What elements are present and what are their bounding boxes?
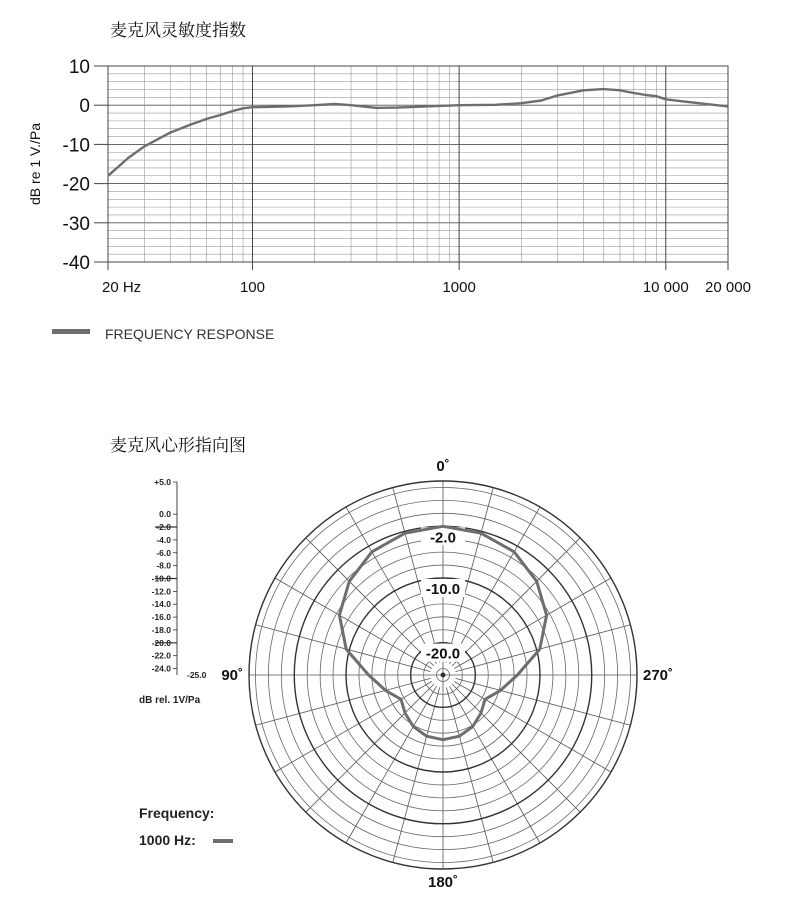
scale-label: -14.0 [151, 599, 171, 610]
scale-label: -18.0 [151, 624, 171, 635]
angle-label-0: 0˚ [436, 458, 450, 475]
angle-label-270: 270˚ [643, 667, 674, 684]
scale-label: -20.0 [151, 637, 171, 648]
frequency-chart-title: 麦克风灵敏度指数 [110, 21, 246, 41]
polar-spoke [449, 686, 540, 843]
scale-label: -12.0 [151, 586, 171, 597]
scale-label: -16.0 [151, 612, 171, 623]
polar-spoke [346, 686, 437, 843]
scale-unit-label: dB rel. 1V/Pa [139, 695, 201, 706]
scale-label: -4.0 [156, 534, 171, 545]
polar-spoke [275, 578, 432, 669]
legend-frequency-label: Frequency: [139, 805, 215, 821]
legend-label: FREQUENCY RESPONSE [105, 326, 275, 342]
scale-label: -24.0 [151, 663, 171, 674]
scale-label: -25.0 [187, 670, 207, 680]
polar-chart-title: 麦克风心形指向图 [110, 436, 246, 456]
polar-spoke [306, 538, 434, 666]
polar-spoke [454, 578, 611, 669]
x-tick-label: 10 000 [642, 279, 689, 296]
polar-spoke [452, 538, 580, 666]
y-axis-label: dB re 1 V./Pa [27, 123, 43, 205]
y-tick-label: -20 [62, 174, 90, 196]
ring-value-label: -20.0 [425, 645, 461, 663]
angle-label-180: 180˚ [427, 874, 459, 891]
polar-spoke [454, 681, 611, 772]
x-tick-label: 20 000 [705, 279, 751, 296]
angle-label-90: 90˚ [221, 667, 243, 684]
scale-label: 0.0 [159, 509, 171, 520]
x-tick-label: 1000 [442, 279, 476, 296]
legend-frequency-value: 1000 Hz: [139, 832, 196, 848]
ring-value-label: -10.0 [425, 581, 461, 598]
scale-label: +5.0 [154, 477, 171, 487]
x-tick-label: 20 Hz [102, 279, 142, 296]
legend-swatch [213, 839, 233, 843]
y-tick-label: -30 [62, 213, 90, 235]
scale-label: -10.0 [151, 573, 171, 584]
polar-spoke [306, 684, 434, 812]
scale-label: -8.0 [156, 560, 171, 571]
polar-spoke [275, 681, 432, 772]
y-tick-label: 0 [79, 96, 90, 118]
polar-spoke [452, 684, 580, 812]
x-tick-label: 100 [239, 279, 265, 296]
scale-label: -22.0 [151, 650, 171, 661]
y-tick-label: 10 [68, 57, 90, 78]
scale-label: -6.0 [156, 547, 171, 558]
y-tick-label: -40 [62, 253, 90, 274]
y-tick-label: -10 [62, 135, 90, 157]
polar-center-dot [441, 673, 446, 678]
scale-label: -2.0 [156, 522, 171, 533]
ring-value-label: -2.0 [430, 529, 456, 547]
